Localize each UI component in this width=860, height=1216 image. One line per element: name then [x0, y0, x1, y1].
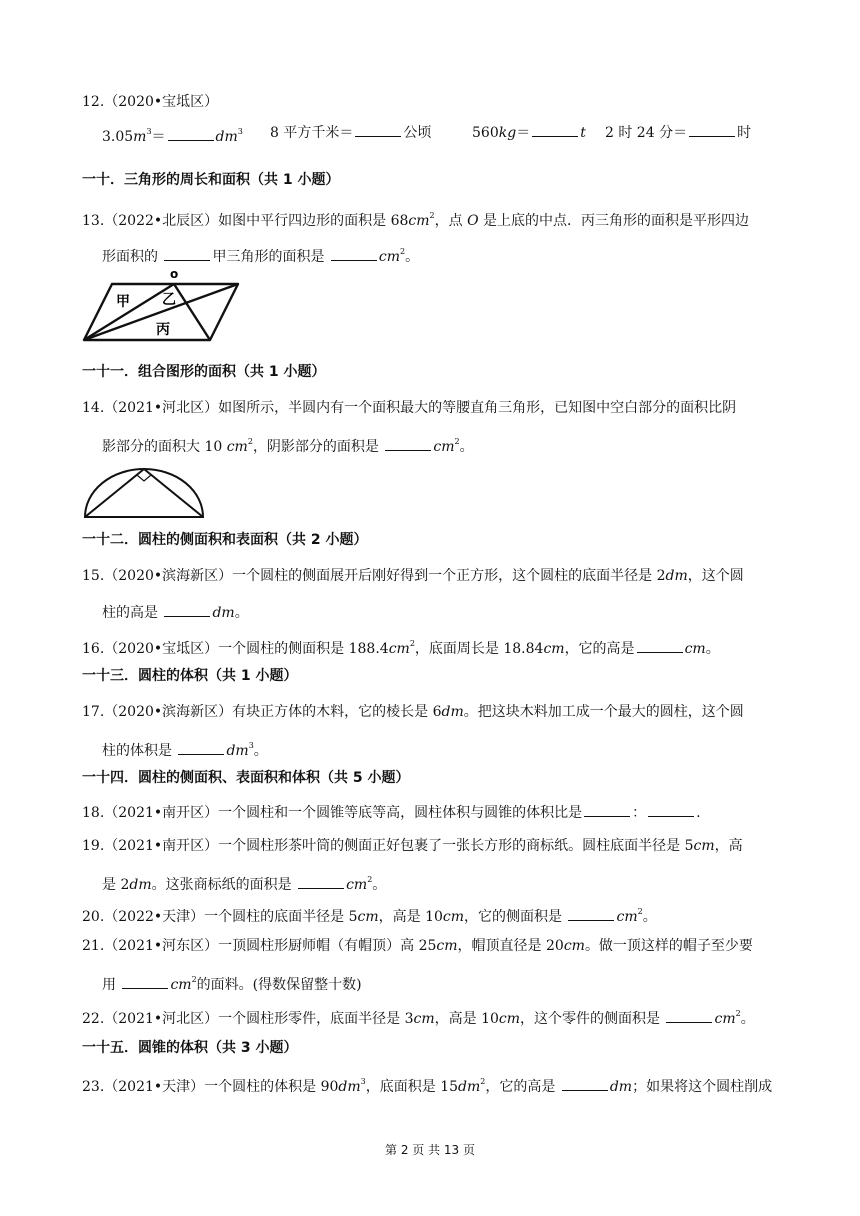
answer-blank[interactable]	[298, 874, 344, 889]
semicircle-shape	[85, 469, 203, 517]
answer-blank[interactable]	[385, 436, 431, 451]
label-jia: 甲	[116, 294, 130, 310]
semicircle-figure	[82, 464, 206, 522]
section-heading-14: 一十四．圆柱的侧面积、表面积和体积（共 5 小题）	[82, 770, 410, 786]
question-15-line-1: 15.（2020•滨海新区）一个圆柱的侧面展开后刚好得到一个正方形，这个圆柱的底面半径是 2dm，这个圆	[82, 568, 744, 584]
answer-blank[interactable]	[568, 906, 614, 921]
question-16: 16.（2020•宝坻区）一个圆柱的侧面积是 $188.4cm^2$，底面周长是 18.84cm，它的高是 cm。	[82, 639, 720, 657]
answer-blank[interactable]	[355, 122, 401, 137]
q12-item-1: $3.05m^3= dm^3$	[102, 127, 243, 145]
label-bing: 丙	[156, 322, 170, 338]
answer-blank[interactable]	[562, 1076, 608, 1091]
question-20: 20.（2022•天津）一个圆柱的底面半径是 5cm，高是 10cm，它的侧面积是 $cm^2$。	[82, 907, 657, 925]
answer-blank[interactable]	[666, 1008, 712, 1023]
answer-blank[interactable]	[178, 740, 224, 755]
q12-item-4: 2 时 24 分＝ 时	[605, 122, 751, 143]
question-17-line-2: 柱的体积是 $dm^3$。	[102, 741, 268, 759]
question-18: 18.（2021•南开区）一个圆柱和一个圆锥等底等高，圆柱体积与圆锥的体积比是 ： .	[82, 802, 701, 823]
q12-item-2: 8 平方千米＝ 公顷	[270, 122, 431, 143]
section-heading-12: 一十二．圆柱的侧面积和表面积（共 2 小题）	[82, 532, 368, 548]
label-yi: 乙	[162, 292, 176, 308]
answer-blank[interactable]	[689, 122, 735, 137]
question-19-line-1: 19.（2021•南开区）一个圆柱形茶叶筒的侧面正好包裹了一张长方形的商标纸。圆柱底面半径是 5cm，高	[82, 838, 743, 854]
question-21-line-2: 用 $cm^2$的面料。(得数保留整十数)	[102, 975, 362, 993]
question-21-line-1: 21.（2021•河东区）一顶圆柱形厨师帽（有帽顶）高 25cm，帽顶直径是 20cm。做一顶这样的帽子至少要	[82, 938, 753, 954]
question-13-line-2: 形面积的 甲三角形的面积是 $cm^2$。	[102, 247, 420, 265]
diagonal-right	[174, 284, 210, 340]
triangle-shape	[85, 469, 203, 517]
section-heading-11: 一十一．组合图形的面积（共 1 小题）	[82, 364, 326, 380]
answer-blank[interactable]	[648, 802, 694, 817]
answer-blank[interactable]	[532, 122, 578, 137]
answer-blank[interactable]	[637, 638, 683, 653]
question-14-line-1: 14.（2021•河北区）如图所示，半圆内有一个面积最大的等腰直角三角形，已知图中空白部分的面积比阴	[82, 400, 737, 416]
page-footer: 第 2 页 共 13 页	[385, 1143, 475, 1157]
question-13-line-1: 13.（2022•北辰区）如图中平行四边形的面积是 $68cm^2$，点 O 是上底的中点．丙三角形的面积是平形四边	[82, 211, 750, 229]
answer-blank[interactable]	[164, 602, 210, 617]
answer-blank[interactable]	[331, 246, 377, 261]
right-angle-mark	[137, 475, 151, 481]
question-22: 22.（2021•河北区）一个圆柱形零件，底面半径是 3cm，高是 10cm，这个零件的侧面积是 $cm^2$。	[82, 1009, 755, 1027]
answer-blank[interactable]	[122, 974, 168, 989]
section-heading-10: 一十．三角形的周长和面积（共 1 小题）	[82, 172, 340, 188]
answer-blank[interactable]	[164, 246, 210, 261]
section-heading-13: 一十三．圆柱的体积（共 1 小题）	[82, 668, 298, 684]
point-o-label: o	[170, 268, 179, 281]
section-heading-15: 一十五．圆锥的体积（共 3 小题）	[82, 1040, 298, 1056]
question-15-line-2: 柱的高是 dm。	[102, 602, 249, 623]
question-14-line-2: 影部分的面积大 10 $cm^2$，阴影部分的面积是 $cm^2$。	[102, 437, 474, 455]
answer-blank[interactable]	[168, 126, 214, 141]
question-17-line-1: 17.（2020•滨海新区）有块正方体的木料，它的棱长是 6dm。把这块木料加工成一个最大的圆柱，这个圆	[82, 704, 744, 720]
question-12-header: 12.（2020•宝坻区）	[82, 94, 219, 110]
parallelogram-figure	[82, 268, 242, 344]
question-23-line-1: 23.（2021•天津）一个圆柱的体积是 $90dm^3$，底面积是 $15dm^2$，它的高是 dm；如果将这个圆柱削成	[82, 1077, 773, 1095]
q12-item-3: 560kg＝ t	[472, 122, 586, 143]
question-19-line-2: 是 2dm。这张商标纸的面积是 $cm^2$。	[102, 875, 387, 893]
answer-blank[interactable]	[584, 802, 630, 817]
